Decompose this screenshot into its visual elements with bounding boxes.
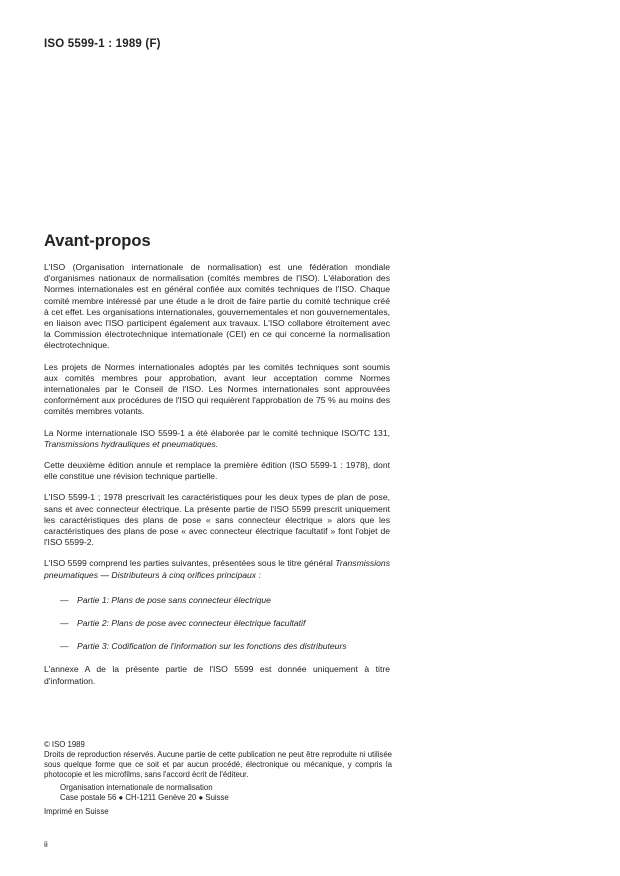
paragraph-committee — [44, 428, 390, 450]
list-item — [44, 595, 390, 606]
committee-title: Transmissions hydrauliques et pneumatiques. — [44, 438, 219, 449]
page-title: Avant-propos — [44, 232, 151, 250]
paragraph-annex: L'annexe A de la présente partie de l'ISO 5599 est donnée uniquement à titre d'information. — [44, 664, 390, 686]
list-dash: — — [60, 618, 69, 629]
committee-text: La Norme internationale ISO 5599-1 a été élaborée par le comité technique ISO/TC 131, — [44, 427, 390, 438]
parts-series-title: Transmissions pneumatiques — Distributeurs à cinq orifices principaux : — [44, 558, 390, 580]
paragraph-history: L'ISO 5599-1 ; 1978 prescrivait les caractéristiques pour les deux types de plan de pose, sans et avec connecteur électrique. La présente partie de l'ISO 5599 prescrit uniquement les caractéristiques des plans de pose « sans connecteur électrique » alors que les caractéristiques des plans de pose « avec connecteur électrique facultatif » font l'objet de l'ISO 5599-2. — [44, 492, 390, 548]
list-item — [44, 641, 390, 652]
part-2-label: Partie 2: Plans de pose avec connecteur électrique facultatif — [77, 618, 306, 629]
list-dash: — — [60, 594, 69, 605]
printed-in: Imprimé en Suisse — [44, 807, 109, 816]
organization-address: Case postale 56 ● CH-1211 Genève 20 ● Suisse — [60, 793, 229, 802]
paragraph-parts-intro — [44, 558, 390, 580]
list-item — [44, 618, 390, 629]
part-1-label: Partie 1: Plans de pose sans connecteur électrique — [77, 594, 271, 605]
parts-list — [44, 595, 390, 653]
paragraph-edition: Cette deuxième édition annule et remplace la première édition (ISO 5599-1 : 1978), dont elle constitue une révision technique partielle. — [44, 460, 390, 482]
copyright-block — [44, 740, 392, 817]
part-3-label: Partie 3: Codification de l'information sur les fonctions des distributeurs — [77, 641, 347, 652]
copyright-line: © ISO 1989 — [44, 740, 85, 749]
paragraph-approval: Les projets de Normes internationales adoptés par les comités techniques sont soumis aux comités membres pour approbation, avant leur acceptation comme Normes internationales par le Conseil de l'ISO. Les Normes internationales sont approuvées conformément aux procédures de l'ISO qui requièrent l'approbation de 75 % au moins des comités membres votants. — [44, 361, 390, 417]
rights-notice: Droits de reproduction réservés. Aucune partie de cette publication ne peut être reproduite ni utilisée sous quelque forme que ce soit et par aucun procédé, électronique ou mécanique, y compris la photocopie et les microfilms, sans l'accord écrit de l'éditeur. — [44, 750, 392, 779]
document-header: ISO 5599-1 : 1989 (F) — [44, 38, 161, 50]
foreword-body — [44, 262, 390, 697]
organization-name: Organisation internationale de normalisation — [60, 783, 213, 792]
page-number: ii — [44, 839, 48, 849]
list-dash: — — [60, 641, 69, 652]
parts-intro-text: L'ISO 5599 comprend les parties suivantes, présentées sous le titre général — [44, 558, 336, 569]
paragraph-iso-intro: L'ISO (Organisation internationale de normalisation) est une fédération mondiale d'organismes nationaux de normalisation (comités membres de l'ISO). L'élaboration des Normes internationales est en général confiée aux comités techniques de l'ISO. Chaque comité membre intéressé par une étude a le droit de faire partie du comité technique créé à cet effet. Les organisations internationales, gouvernementales et non gouvernementales, en liaison avec l'ISO participent également aux travaux. L'ISO collabore étroitement avec la Commission électrotechnique internationale (CEI) en ce qui concerne la normalisation électrotechnique. — [44, 262, 390, 351]
